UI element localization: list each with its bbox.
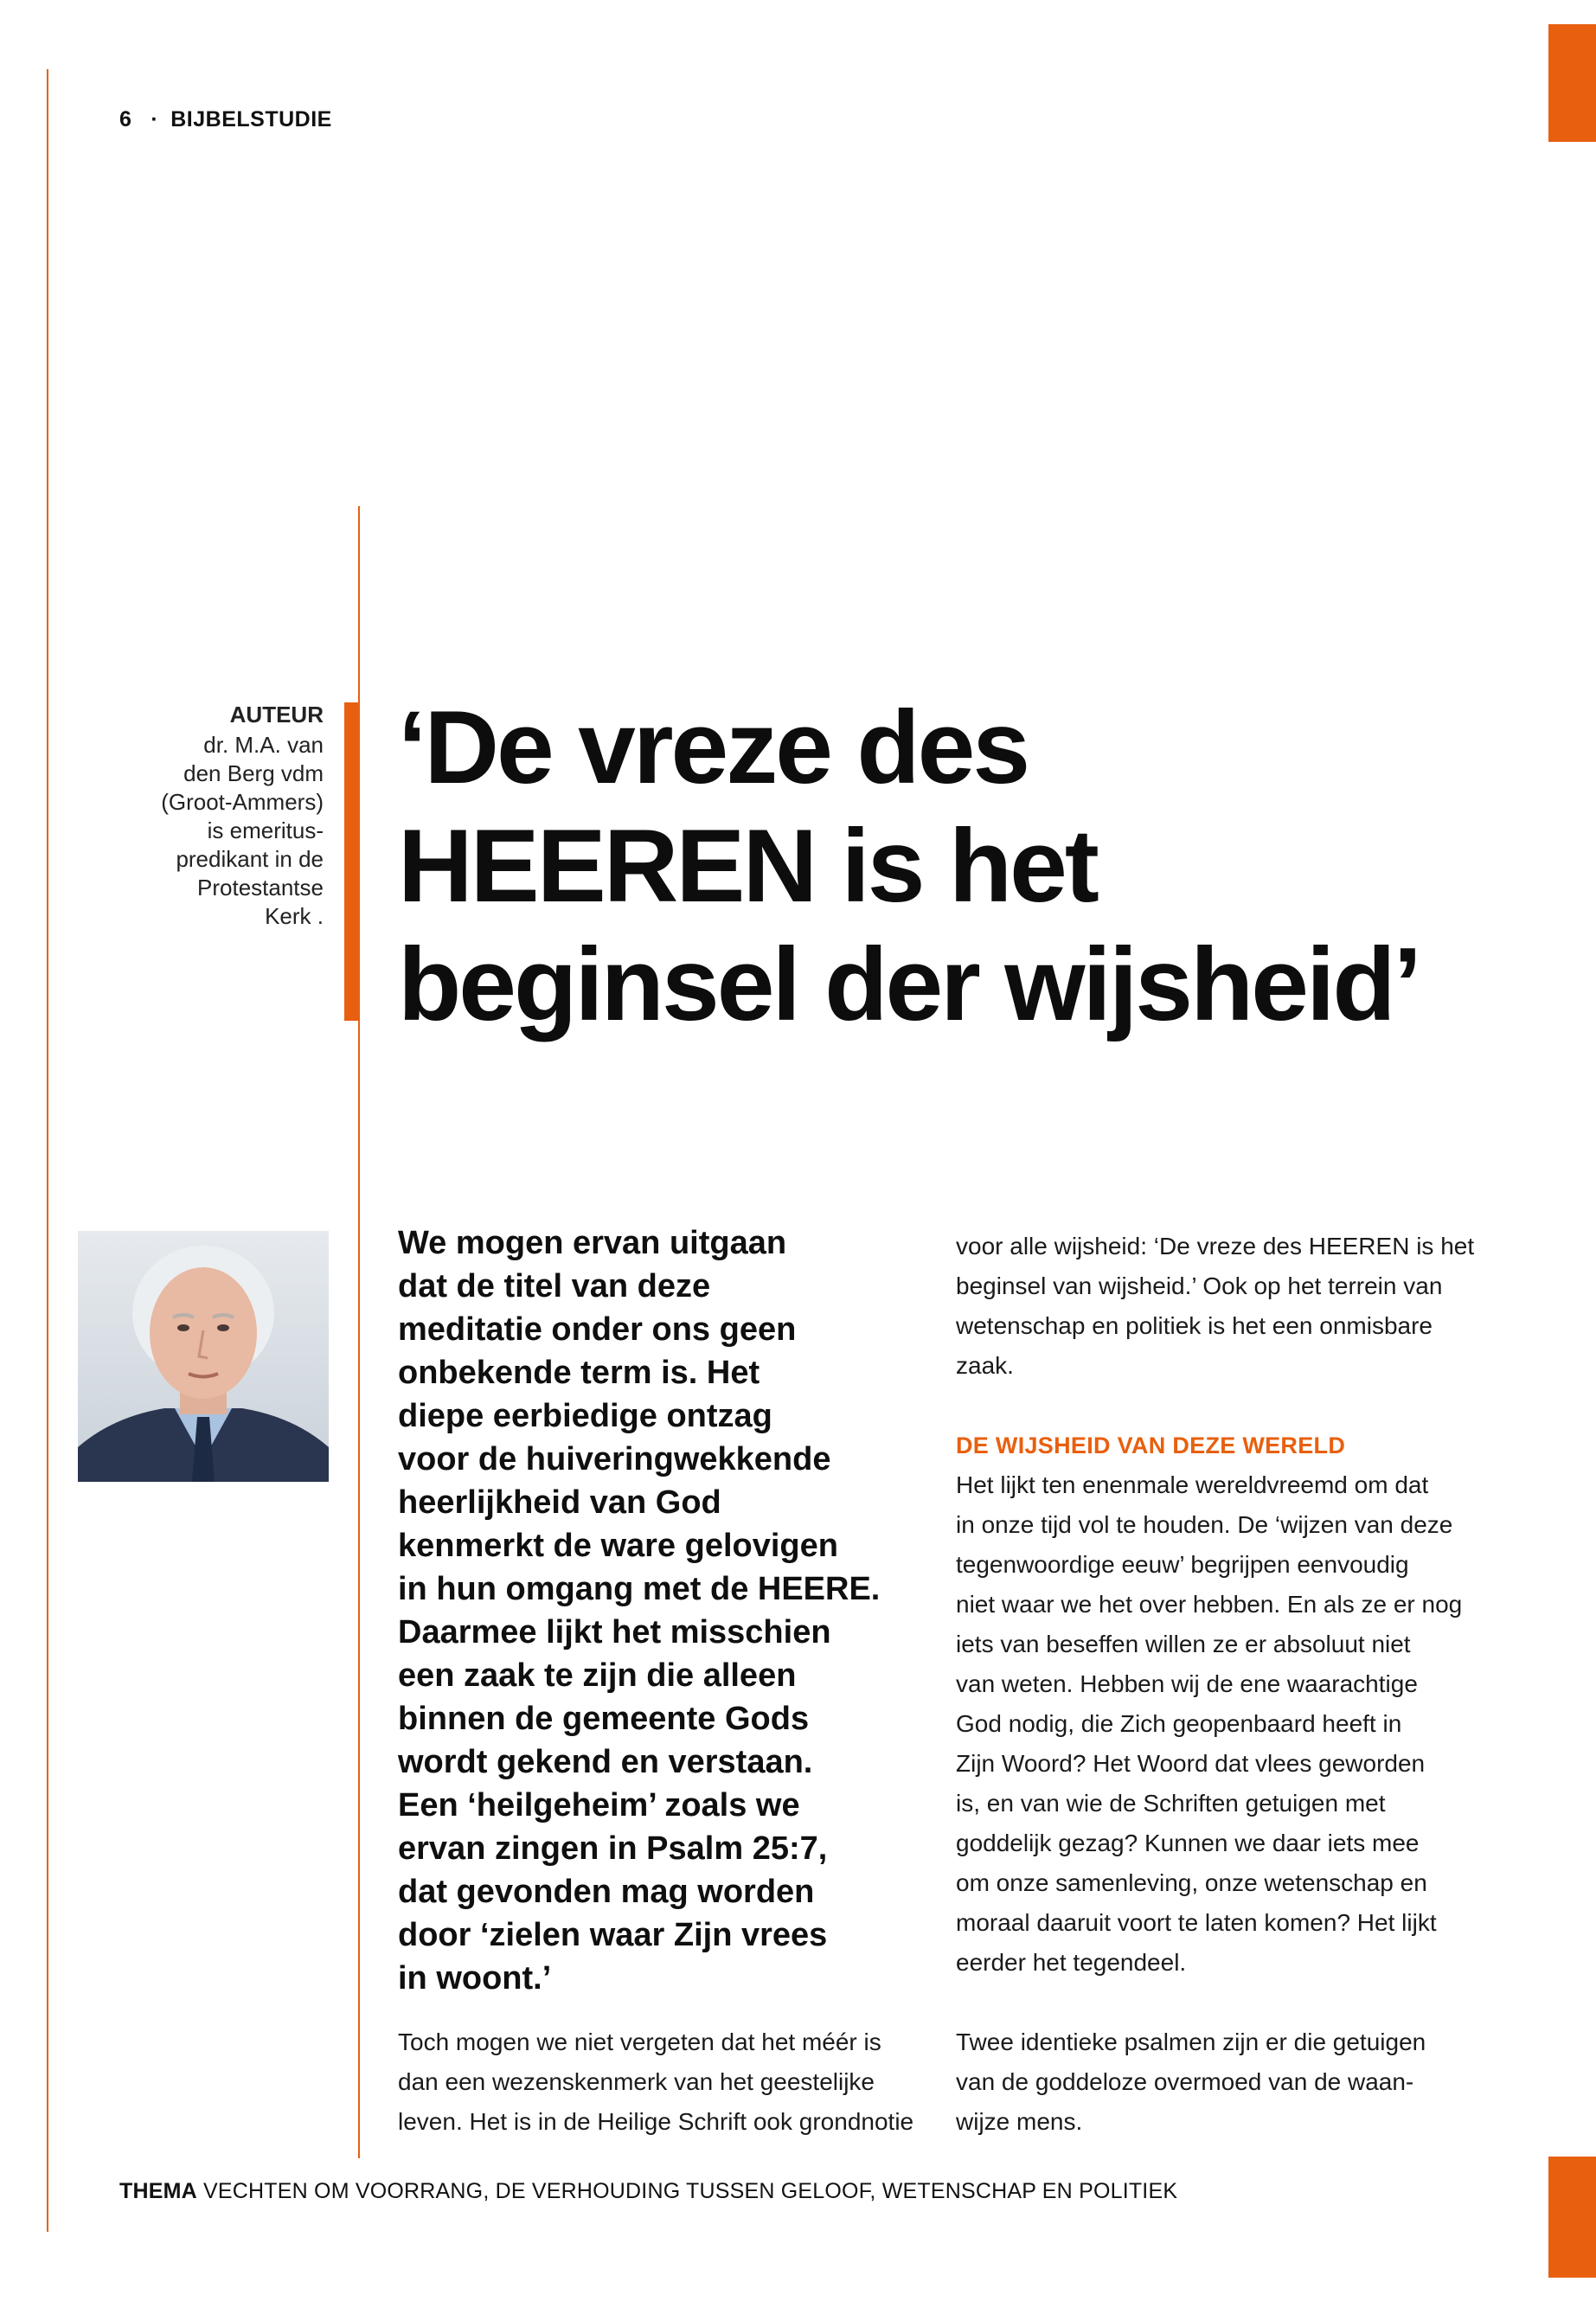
author-box	[121, 701, 324, 931]
lead-line: binnen de gemeente Gods	[398, 1701, 810, 1737]
body-line: eerder het tegendeel.	[956, 1949, 1187, 1976]
body-line: zaak.	[956, 1352, 1014, 1379]
body-line: Twee identieke psalmen zijn er die getuigen	[956, 2029, 1426, 2055]
author-line: dr. M.A. van	[203, 732, 324, 758]
author-line: Kerk .	[265, 903, 324, 929]
body-line: dan een wezenskenmerk van het geestelijke	[398, 2068, 875, 2095]
lead-paragraph	[398, 1221, 917, 2000]
lead-line: ervan zingen in Psalm 25:7,	[398, 1830, 828, 1867]
author-line: predikant in de	[176, 846, 324, 872]
body-line: moraal daaruit voort te laten komen? Het lijkt	[956, 1909, 1437, 1936]
footer-label: THEMA	[119, 2179, 197, 2203]
running-footer	[119, 2179, 1177, 2204]
title-line: HEEREN is het	[398, 808, 1097, 924]
section-subheading: DE WIJSHEID VAN DEZE WERELD	[956, 1433, 1346, 1458]
author-portrait	[78, 1231, 329, 1482]
lead-line: een zaak te zijn die alleen	[398, 1657, 797, 1694]
title-line: ‘De vreze des	[398, 689, 1029, 805]
body-line: iets van beseffen willen ze er absoluut niet	[956, 1631, 1411, 1657]
paragraph	[956, 2022, 1484, 2142]
lead-line: heerlijkheid van God	[398, 1484, 721, 1521]
body-line: goddelijk gezag? Kunnen we daar iets mee	[956, 1830, 1420, 1856]
body-line: wetenschap en politiek is het een onmisbare	[956, 1312, 1433, 1339]
body-line: van weten. Hebben wij de ene waarachtige	[956, 1670, 1418, 1697]
body-line: in onze tijd vol te houden. De ‘wijzen van deze	[956, 1511, 1453, 1538]
lead-line: in hun omgang met de HEERE.	[398, 1571, 881, 1607]
bottom-edge-tab	[1548, 2157, 1596, 2278]
body-line: voor alle wijsheid: ‘De vreze des HEEREN is het	[956, 1233, 1475, 1259]
author-label: AUTEUR	[229, 702, 324, 727]
body-line: van de goddeloze overmoed van de waan-	[956, 2068, 1414, 2095]
section-label: BIJBELSTUDIE	[170, 107, 332, 131]
left-margin-rule	[47, 69, 48, 2232]
top-edge-tab	[1548, 24, 1596, 142]
lead-line: onbekende term is. Het	[398, 1355, 760, 1391]
paragraph	[956, 1227, 1484, 1386]
body-line: Toch mogen we niet vergeten dat het méér is	[398, 2029, 881, 2055]
lead-line: in woont.’	[398, 1960, 552, 1997]
portrait-illustration	[78, 1231, 329, 1482]
lead-line: meditatie onder ons geen	[398, 1311, 797, 1348]
body-line: leven. Het is in de Heilige Schrift ook grondnotie	[398, 2108, 914, 2135]
lead-line: kenmerkt de ware gelovigen	[398, 1528, 838, 1564]
lead-line: wordt gekend en verstaan.	[398, 1744, 813, 1780]
body-line: God nodig, die Zich geopenbaard heeft in	[956, 1710, 1402, 1737]
column-rule	[358, 506, 360, 2158]
article-title	[398, 689, 1557, 1044]
author-line: is emeritus-	[207, 817, 324, 843]
title-accent-bar	[344, 702, 358, 1021]
body-column-2	[956, 1227, 1484, 2142]
author-line: Protestantse	[197, 875, 324, 901]
lead-line: door ‘zielen waar Zijn vrees	[398, 1917, 828, 1953]
author-line: (Groot-Ammers)	[161, 789, 324, 815]
body-line: Zijn Woord? Het Woord dat vlees geworden	[956, 1750, 1426, 1777]
running-header: 6 · BIJBELSTUDIE	[119, 107, 332, 131]
lead-line: dat de titel van deze	[398, 1268, 711, 1304]
body-line: wijze mens.	[956, 2108, 1083, 2135]
title-line: beginsel der wijsheid’	[398, 926, 1420, 1042]
body-line: beginsel van wijsheid.’ Ook op het terrein van	[956, 1272, 1443, 1299]
lead-line: We mogen ervan uitgaan	[398, 1225, 787, 1261]
lead-line: voor de huiveringwekkende	[398, 1441, 831, 1477]
body-line: om onze samenleving, onze wetenschap en	[956, 1869, 1427, 1896]
lead-line: Daarmee lijkt het misschien	[398, 1614, 831, 1650]
footer-text: VECHTEN OM VOORRANG, DE VERHOUDING TUSSEN GELOOF, WETENSCHAP EN POLITIEK	[203, 2179, 1178, 2203]
paragraph	[956, 1465, 1484, 1983]
page-number: 6	[119, 107, 132, 131]
body-line: is, en van wie de Schriften getuigen met	[956, 1790, 1386, 1817]
lead-line: diepe eerbiedige ontzag	[398, 1398, 772, 1434]
body-line: niet waar we het over hebben. En als ze er nog	[956, 1591, 1463, 1618]
body-line: tegenwoordige eeuw’ begrijpen eenvoudig	[956, 1551, 1409, 1578]
body-line: Het lijkt ten enenmale wereldvreemd om dat	[956, 1471, 1429, 1498]
body-column-1	[398, 2022, 926, 2142]
author-line: den Berg vdm	[183, 760, 324, 786]
lead-line: dat gevonden mag worden	[398, 1874, 815, 1910]
lead-line: Een ‘heilgeheim’ zoals we	[398, 1787, 800, 1823]
